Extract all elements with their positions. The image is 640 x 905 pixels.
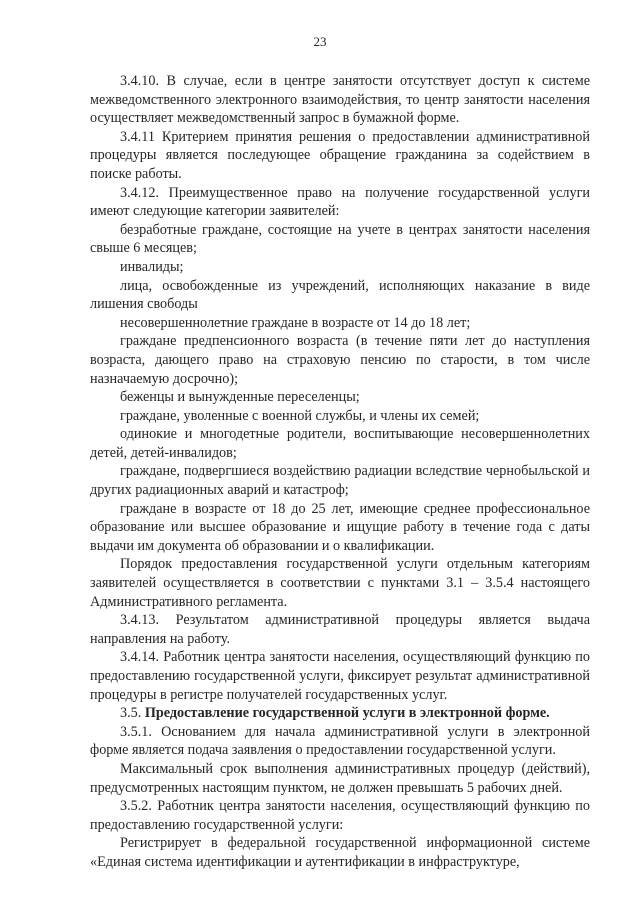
paragraph: 3.4.14. Работник центра занятости населения, осуществляющий функцию по предоставлению государственной услуги, фиксирует результат административной процедуры в регистре получателей государственных услуг. bbox=[90, 649, 590, 703]
section-title: Предоставление государственной услуги в электронной форме. bbox=[144, 705, 550, 722]
list-item: одинокие и многодетные родители, воспитывающие несовершеннолетних детей, детей-инвалидов; bbox=[90, 426, 590, 461]
list-item: лица, освобожденные из учреждений, исполняющих наказание в виде лишения свободы bbox=[90, 277, 590, 313]
list-item: несовершеннолетние граждане в возрасте от 14 до 18 лет; bbox=[120, 314, 471, 331]
list-item: граждане, уволенные с военной службы, и члены их семей; bbox=[120, 407, 480, 424]
section-number: 3.5. bbox=[120, 705, 142, 722]
list-item: граждане в возрасте от 18 до 25 лет, имеющие среднее профессиональное образование или высшее образование и ищущие работу в течение года с даты выдачи им документа об образовании и о квалификации. bbox=[90, 500, 590, 554]
list-item: беженцы и вынужденные переселенцы; bbox=[120, 389, 360, 406]
section-heading bbox=[90, 704, 590, 723]
paragraph: 3.4.11 Критерием принятия решения о предоставлении административной процедуры является последующее обращение гражданина за содействием в поиске работы. bbox=[90, 128, 590, 182]
paragraph: 3.4.12. Преимущественное право на получение государственной услуги имеют следующие категории заявителей: bbox=[90, 184, 590, 220]
page-number: 23 bbox=[313, 34, 327, 49]
paragraph: 3.4.10. В случае, если в центре занятости отсутствует доступ к системе межведомственного электронного взаимодействия, то центр занятости населения осуществляет межведомственный запрос в бумажной форме. bbox=[90, 73, 590, 127]
paragraph: Регистрирует в федеральной государственной информационной системе «Единая система идентификации и аутентификации в инфраструктуре, bbox=[90, 835, 590, 870]
list-item: безработные граждане, состоящие на учете в центрах занятости населения свыше 6 месяцев; bbox=[90, 221, 590, 257]
paragraph: Максимальный срок выполнения административных процедур (действий), предусмотренных настоящим пунктом, не должен превышать 5 рабочих дней. bbox=[90, 760, 590, 796]
paragraph: 3.5.1. Основанием для начала административной услуги в электронной форме является подача заявления о предоставлении государственной услуги. bbox=[90, 723, 590, 759]
paragraph: 3.5.2. Работник центра занятости населения, осуществляющий функцию по предоставлению государственной услуги: bbox=[90, 798, 590, 833]
list-item: граждане, подвергшиеся воздействию радиации вследствие чернобыльской и других радиационных аварий и катастроф; bbox=[90, 463, 590, 499]
paragraph: Порядок предоставления государственной услуги отдельным категориям заявителей осуществляется в соответствии с пунктами 3.1 – 3.5.4 настоящего Административного регламента. bbox=[90, 556, 590, 610]
paragraph: 3.4.13. Результатом административной процедуры является выдача направления на работу. bbox=[90, 612, 590, 647]
document-body bbox=[90, 72, 590, 872]
list-item: инвалиды; bbox=[120, 258, 184, 275]
list-item: граждане предпенсионного возраста (в течение пяти лет до наступления возраста, дающего право на страховую пенсию по старости, в том числе назначаемую досрочно); bbox=[90, 333, 590, 387]
